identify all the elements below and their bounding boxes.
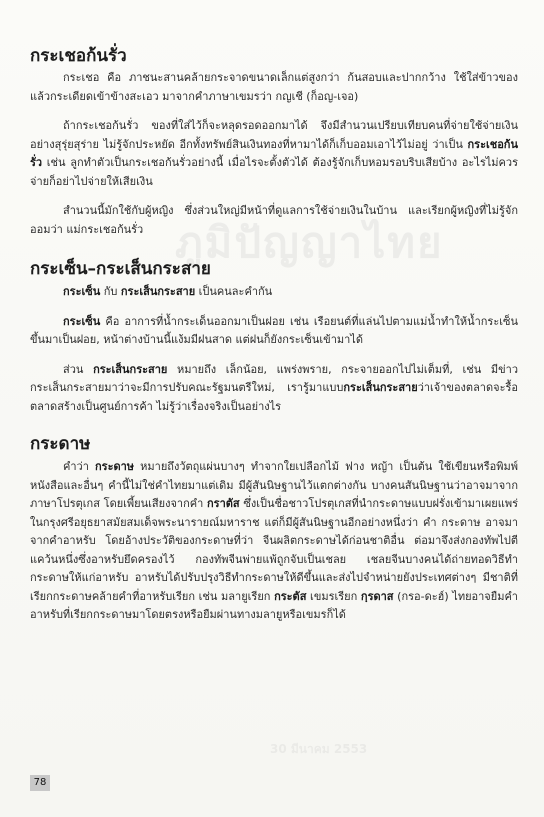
page-number: 78: [30, 775, 50, 791]
paragraph: [30, 361, 518, 417]
paragraph: [30, 283, 518, 302]
paragraph: กระเชอ คือ ภาชนะสานคล้ายกระจาดขนาดเล็กแต่สูงกว่า ก้นสอบและปากกว้าง ใช้ใส่ข้าวของ แล้วกระเดียดเข้าข้างสะเอว มาจากคำภาษาเขมรว่า กญเชี (ก็อญ-เจอ): [30, 71, 518, 103]
text-run: กับ: [100, 285, 121, 298]
ghost-title: ภูมิปัญญาไทย: [175, 218, 444, 267]
text-run: คำว่า: [63, 460, 95, 473]
text-run: เขมรเรียก: [306, 589, 361, 603]
ghost-date: 30 มีนาคม 2553: [270, 742, 368, 756]
term: กระตัส: [274, 589, 307, 603]
term: กระเซ็น: [63, 314, 101, 328]
term: กระเส็นกระสาย: [120, 285, 196, 298]
paragraph: [30, 117, 518, 191]
text-run: เป็นคนละคำกัน: [195, 285, 273, 298]
text-run: หมายถึงวัตถุแผ่นบางๆ ทำจากใยเปลือกไม้ ฟาง หญ้า เป็นต้น ใช้เขียนหรือพิมพ์หนังสือและอื่นๆ คำนี้ไม่ใช่คำไทยมาแต่เดิม มีผู้สันนิษฐานไว้แตกต่างกัน บางคนสันนิษฐานว่าอาจมาจากภาษาโปรตุเกส โดยเพี้ยนเสียงจากคำ: [30, 460, 519, 510]
paragraph: สำนวนนี้มักใช้กับผู้หญิง ซึ่งส่วนใหญ่มีหน้าที่ดูแลการใช้จ่ายเงินในบ้าน และเรียกผู้หญิงที่ไม่รู้จักออมว่า แม่กระเชอก้นรั่ว: [30, 204, 518, 236]
text-run: ซึ่งเป็นชื่อชาวโปรตุเกสที่นำกระดาษแบบฝรั่งเข้ามาเผยแพร่ในกรุงศรีอยุธยาสมัยสมเด็จพระนารายณ์มหาราช แต่ก็มีผู้สันนิษฐานอีกอย่างหนึ่งว่า คำ กระดาษ อาจมาจากคำอาหรับ โดยอ้างประวัติของกระดาษที่ว่า จีนผลิตกระดาษได้ก่อนชาติอื่น ต่อมาจึงส่งกองทัพไปตีแคว้นหนึ่งซึ่งอาหรับยึดครองไว้ กองทัพจีนพ่ายแพ้ถูกจับเป็นเชลย เชลยจีนบางคนได้ถ่ายทอดวิธีทำกระดาษให้แก่อาหรับ อาหรับได้ปรับปรุงวิธีทำกระดาษให้ดีขึ้นและส่งไปจำหน่ายยังประเทศต่างๆ มีชาติที่เรียกกระดาษคล้ายคำที่อาหรับเรียก เช่น มลายูเรียก: [30, 497, 518, 603]
section-title-kradat: กระดาษ: [30, 434, 91, 454]
text-run: (กรอ-ดะฮ์) ไทยอาจยืมคำอาหรับที่เรียกกระดาษมาโดยตรงหรือยืมผ่านทางมลายูหรือเขมรก็ได้: [30, 589, 518, 621]
term: กฺรดาส: [360, 589, 394, 603]
paragraph: [30, 458, 518, 625]
term: กระดาษ: [95, 460, 135, 473]
text-run: คือ อาการที่น้ำกระเด็นออกมาเป็นฝอย เช่น เรือยนต์ที่แล่นไปตามแม่น้ำทำให้น้ำกระเซ็นขึ้นมาเป็นฝอย, หน้าต่างบ้านนี้แง้มมีฝนสาด แต่ฝนก็ยังกระเซ็นเข้ามาได้: [30, 314, 518, 346]
text-run: ถ้ากระเชอก้นรั่ว ของที่ใส่ไว้ก็จะหลุดรอดออกมาได้ จึงมีสำนวนเปรียบเทียบคนที่จ่ายใช้จ่ายเงินอย่างสุรุ่ยสุร่าย ไม่รู้จักประหยัด อีกทั้งทรัพย์สินเงินทองที่หามาได้ก็เก็บออมเอาไว้ไม่อยู่ ว่าเป็น: [30, 119, 518, 151]
section-title-krasen: กระเซ็น–กระเส็นกระสาย: [30, 259, 211, 279]
content-area: [30, 44, 518, 625]
term: กระเส็นกระสาย: [343, 381, 418, 394]
term: กระเส็นกระสาย: [93, 362, 168, 376]
text-run: ว่าเจ้าของตลาดจะรื้อตลาดสร้างเป็นศูนย์การค้า ไม่รู้ว่าเรื่องจริงเป็นอย่างไร: [30, 381, 518, 413]
term: กราตัส: [207, 497, 240, 510]
term: กระเซ็น: [63, 285, 101, 298]
text-run: ส่วน: [63, 362, 94, 376]
text-run: หมายถึง เล็กน้อย, แพร่งพราย, กระจายออกไปไม่เต็มที่, เช่น มีข่าวกระเส็นกระสายมาว่าจะมีการปรับคณะรัฐมนตรีใหม่, เรารู้มาแบบ: [30, 362, 518, 394]
term: กระเชอก้นรั่ว: [30, 137, 518, 169]
paragraph: [30, 313, 518, 350]
section-title-krachoe: กระเชอก้นรั่ว: [30, 46, 127, 66]
text-run: เช่น ลูกทำตัวเป็นกระเชอก้นรั่วอย่างนี้ เมื่อไรจะตั้งตัวได้ ต้องรู้จักเก็บหอมรอบริบเสียบ้าง อะไรไม่ควรจ่ายก็อย่าไปจ่ายให้เสียเงิน: [30, 156, 518, 188]
